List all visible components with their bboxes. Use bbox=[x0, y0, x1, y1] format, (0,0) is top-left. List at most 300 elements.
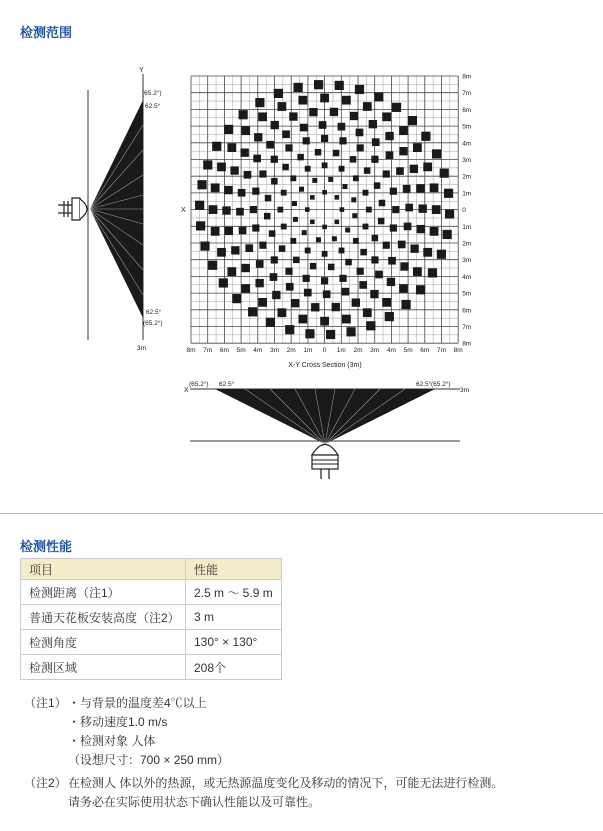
detection-zone bbox=[382, 112, 391, 121]
detection-zone bbox=[311, 303, 319, 311]
detection-zone bbox=[253, 155, 261, 163]
detection-zone bbox=[385, 132, 393, 140]
detection-zone bbox=[403, 185, 411, 193]
detection-zone bbox=[292, 201, 297, 206]
grid-right-label: 6m bbox=[462, 307, 472, 315]
detection-zone bbox=[437, 250, 446, 259]
detection-zone bbox=[323, 290, 331, 298]
detection-zone bbox=[256, 260, 264, 268]
detection-zone bbox=[432, 205, 441, 214]
detection-zone bbox=[423, 163, 432, 172]
detection-zone bbox=[217, 248, 226, 257]
detection-zone bbox=[345, 259, 352, 266]
detection-zone bbox=[236, 208, 244, 216]
detection-zone bbox=[321, 277, 328, 284]
detection-zone bbox=[423, 248, 432, 257]
grid-right-label: 5m bbox=[462, 290, 472, 298]
detection-zone bbox=[408, 116, 417, 125]
detection-zone bbox=[309, 108, 317, 116]
grid-right-label: 7m bbox=[462, 324, 472, 331]
detection-zone bbox=[396, 167, 404, 175]
detection-zone bbox=[332, 303, 340, 311]
spec-header-performance: 性能 bbox=[186, 559, 282, 580]
detection-zone bbox=[230, 166, 238, 174]
grid-bottom-label: 8m bbox=[186, 347, 196, 355]
detection-zone bbox=[281, 224, 287, 230]
detection-zone bbox=[339, 248, 345, 254]
note2-line bbox=[24, 774, 503, 793]
grid-right-label: 4m bbox=[462, 140, 472, 148]
detection-zone bbox=[335, 81, 344, 90]
detection-zone bbox=[316, 237, 321, 242]
detection-zone bbox=[417, 225, 425, 233]
detection-zone bbox=[252, 188, 259, 195]
detection-zone bbox=[255, 279, 263, 287]
detection-zone bbox=[392, 206, 399, 213]
detection-zone bbox=[352, 213, 357, 218]
detection-zone bbox=[326, 330, 335, 339]
spec-row-label: 检测区域 bbox=[21, 655, 186, 680]
detection-zone bbox=[195, 201, 204, 210]
spec-row bbox=[21, 630, 282, 655]
note1-line bbox=[24, 751, 503, 770]
spec-row bbox=[21, 580, 282, 605]
detection-zone bbox=[282, 130, 290, 138]
note1-text: ・移动速度1.0 m/s bbox=[68, 715, 168, 729]
detection-zone bbox=[339, 166, 345, 172]
detection-zone bbox=[209, 205, 218, 214]
detection-zone bbox=[342, 315, 351, 324]
detection-zone bbox=[312, 178, 317, 183]
detection-zone bbox=[264, 213, 271, 220]
detection-zone bbox=[366, 207, 372, 213]
detection-zone bbox=[328, 177, 333, 182]
performance-title: 检测性能 bbox=[20, 539, 73, 554]
detection-zone bbox=[399, 147, 407, 155]
detection-zone bbox=[265, 195, 272, 202]
detection-zone bbox=[310, 220, 315, 225]
detection-zone bbox=[278, 308, 287, 317]
detection-zone bbox=[352, 298, 360, 306]
detection-zone bbox=[232, 294, 241, 303]
grid-bottom-label: 0 bbox=[322, 347, 327, 355]
grid-bottom-label: 1m bbox=[336, 347, 346, 355]
grid-right-label: 6m bbox=[462, 106, 472, 114]
detection-zone bbox=[238, 189, 246, 197]
detection-zone bbox=[333, 150, 340, 157]
detection-zone bbox=[203, 160, 212, 169]
detection-zone bbox=[369, 120, 377, 128]
detection-zone bbox=[353, 238, 359, 244]
detection-zone bbox=[300, 124, 308, 132]
detection-zone bbox=[335, 220, 340, 225]
side-top-angle-outer: (65.2°) bbox=[142, 90, 162, 97]
note1-tag: （注1） bbox=[24, 696, 67, 710]
side-view bbox=[58, 67, 186, 352]
grid-bottom-label: 2m bbox=[286, 347, 296, 355]
grid-right-label: 0 bbox=[462, 207, 466, 215]
grid-right-label: 1m bbox=[462, 190, 472, 198]
detection-zone bbox=[322, 190, 327, 195]
front-right-angle-outer: (65.2°) bbox=[431, 381, 451, 388]
detection-zone bbox=[305, 166, 311, 172]
detection-zone bbox=[421, 132, 430, 141]
detection-zone bbox=[285, 144, 292, 151]
detection-range-title: 检测范围 bbox=[20, 25, 73, 40]
note1-line bbox=[24, 713, 503, 732]
grid-bottom-labels bbox=[186, 347, 462, 354]
detection-zone bbox=[342, 288, 350, 296]
side-top-angle-inner: 62.5° bbox=[145, 103, 161, 110]
side-sensor-icon bbox=[58, 198, 87, 220]
detection-zone bbox=[293, 257, 300, 264]
detection-zone bbox=[227, 267, 236, 276]
detection-zone bbox=[359, 281, 367, 289]
grid-right-label: 8m bbox=[462, 340, 472, 348]
note2-tag: （注2） bbox=[24, 776, 67, 790]
section-divider bbox=[0, 513, 603, 514]
notes bbox=[24, 694, 503, 812]
detection-zone bbox=[410, 165, 418, 173]
detection-zone bbox=[355, 85, 364, 94]
detection-zone bbox=[322, 162, 328, 168]
spec-row-value: 2.5 m ～ 5.9 m bbox=[186, 580, 282, 605]
detection-zone bbox=[245, 244, 253, 252]
detection-zone bbox=[445, 209, 454, 218]
detection-zone bbox=[315, 149, 322, 156]
grid-right-label: 2m bbox=[462, 173, 472, 181]
detection-range-diagram bbox=[0, 55, 603, 485]
detection-zone bbox=[410, 244, 418, 252]
note2-text: 在检测人 体以外的热源，或无热源温度变化及移动的情况下，可能无法进行检测。 bbox=[68, 776, 504, 790]
detection-zone bbox=[241, 126, 250, 135]
side-x-label: X bbox=[181, 207, 186, 214]
detection-zone bbox=[278, 102, 287, 111]
detection-zone bbox=[338, 123, 346, 131]
grid-right-label: 3m bbox=[462, 157, 472, 164]
detection-zone bbox=[372, 235, 379, 242]
detection-zone bbox=[321, 135, 328, 142]
detection-zone bbox=[356, 129, 364, 137]
detection-zone bbox=[351, 197, 356, 202]
detection-zone bbox=[413, 267, 422, 276]
spec-header-row bbox=[21, 559, 282, 580]
detection-zone bbox=[222, 206, 230, 214]
detection-zone bbox=[269, 230, 276, 237]
detection-zone bbox=[330, 108, 338, 116]
detection-zone bbox=[212, 142, 221, 151]
detection-zone bbox=[285, 325, 294, 334]
front-right-angle-inner: 62.5° bbox=[416, 381, 432, 388]
detection-zone bbox=[225, 227, 233, 235]
front-view bbox=[184, 380, 469, 479]
cross-section-grid bbox=[186, 74, 471, 370]
detection-zone bbox=[430, 183, 439, 192]
grid-bottom-label: 1m bbox=[303, 347, 313, 355]
detection-zone bbox=[416, 285, 425, 294]
detection-zone bbox=[371, 256, 378, 263]
grid-bottom-label: 3m bbox=[269, 347, 280, 355]
detection-zone bbox=[310, 263, 317, 270]
detection-zone bbox=[217, 163, 226, 172]
note1-line bbox=[24, 732, 503, 751]
detection-zone bbox=[342, 96, 351, 105]
detection-zone bbox=[239, 110, 248, 119]
spec-row bbox=[21, 605, 282, 630]
detection-zone bbox=[335, 195, 340, 200]
front-x-label: X bbox=[184, 387, 189, 394]
detection-zone bbox=[319, 121, 327, 129]
detection-zone bbox=[303, 275, 310, 282]
detection-zone bbox=[241, 284, 250, 293]
detection-zone bbox=[282, 164, 289, 171]
detection-zone bbox=[254, 133, 262, 141]
detection-zone bbox=[299, 187, 304, 192]
side-bottom-angle-outer: (65.2°) bbox=[143, 320, 163, 327]
detection-zone bbox=[305, 329, 314, 338]
detection-zone bbox=[399, 284, 408, 293]
detection-zone bbox=[390, 224, 397, 231]
note1-text: （设想尺寸：700 × 250 mm） bbox=[68, 753, 230, 767]
detection-zone bbox=[378, 218, 385, 225]
detection-zone bbox=[252, 224, 259, 231]
detection-zone bbox=[363, 102, 372, 111]
grid-bottom-label: 3m bbox=[370, 347, 380, 355]
detection-zone bbox=[357, 144, 364, 151]
detection-zone bbox=[290, 175, 296, 181]
spec-header-item: 项目 bbox=[21, 559, 186, 580]
detection-zone bbox=[320, 317, 329, 326]
detection-zone bbox=[259, 170, 266, 177]
detection-zone bbox=[342, 184, 347, 189]
detection-zone bbox=[286, 283, 294, 291]
detection-zone bbox=[386, 151, 394, 159]
detection-zone bbox=[339, 275, 346, 282]
grid-bottom-label: 4m bbox=[386, 347, 396, 355]
detection-zone bbox=[379, 200, 386, 207]
spec-row bbox=[21, 655, 282, 680]
detection-zone bbox=[416, 184, 424, 192]
detection-zone bbox=[227, 143, 236, 152]
front-left-angle-inner: 62.5° bbox=[219, 381, 235, 388]
side-bottom-angle-inner: 62.5° bbox=[146, 309, 162, 316]
detection-zone bbox=[353, 175, 359, 181]
grid-right-label: 1m bbox=[462, 223, 472, 231]
grid-bottom-label: 8m bbox=[453, 347, 463, 355]
grid-right-labels bbox=[462, 74, 471, 348]
detection-zone bbox=[271, 156, 278, 163]
spec-row-value: 130° × 130° bbox=[186, 630, 282, 655]
detection-zone bbox=[350, 156, 357, 163]
detection-zone bbox=[224, 125, 233, 134]
detection-zone bbox=[242, 264, 250, 272]
detection-zone bbox=[266, 141, 274, 149]
detection-zone bbox=[360, 249, 367, 256]
detection-zone bbox=[305, 248, 311, 254]
detection-zone bbox=[332, 236, 337, 241]
detection-zone bbox=[274, 89, 283, 98]
detection-zone bbox=[339, 137, 346, 144]
front-left-angle-outer: (65.2°) bbox=[189, 381, 209, 388]
detection-zone bbox=[271, 178, 278, 185]
note1-text: ・检测对象 人体 bbox=[68, 734, 156, 748]
grid-bottom-label: 4m bbox=[253, 347, 263, 355]
detection-zone bbox=[387, 278, 395, 286]
detection-zone bbox=[413, 143, 422, 152]
detection-zone bbox=[197, 180, 206, 189]
detection-zone bbox=[345, 227, 350, 232]
detection-zone bbox=[375, 271, 383, 279]
grid-bottom-label: 7m bbox=[436, 347, 447, 355]
detection-zone bbox=[200, 241, 209, 250]
grid-right-label: 7m bbox=[462, 90, 472, 98]
detection-zone bbox=[370, 290, 378, 298]
detection-zone bbox=[443, 230, 452, 239]
detection-zone bbox=[388, 257, 396, 265]
detection-zone bbox=[383, 170, 390, 177]
spec-table bbox=[20, 558, 282, 680]
detection-zone bbox=[279, 245, 286, 252]
detection-zone bbox=[392, 103, 401, 112]
detection-zone bbox=[291, 299, 299, 307]
detection-zone bbox=[419, 204, 427, 212]
detection-zone bbox=[196, 221, 205, 230]
note2-line bbox=[24, 793, 503, 812]
detection-zone bbox=[272, 291, 280, 299]
side-distance-label: 3m bbox=[137, 345, 147, 352]
grid-bottom-label: 5m bbox=[403, 347, 413, 355]
front-sensor-icon bbox=[312, 445, 338, 480]
grid-right-label: 3m bbox=[462, 257, 472, 265]
detection-zone bbox=[350, 112, 358, 120]
detection-zone bbox=[428, 268, 437, 277]
grid-right-label: 4m bbox=[462, 273, 472, 281]
detection-zone bbox=[374, 92, 383, 101]
detection-zone bbox=[440, 169, 449, 178]
front-distance-label: 3m bbox=[460, 387, 470, 394]
detection-zone bbox=[277, 207, 283, 213]
detection-zone bbox=[399, 126, 408, 135]
grid-bottom-label: 6m bbox=[219, 347, 229, 355]
detection-zone bbox=[298, 96, 307, 105]
spec-row-value: 3 m bbox=[186, 605, 282, 630]
detection-zone bbox=[211, 183, 220, 192]
detection-zone bbox=[390, 188, 397, 195]
grid-bottom-label: 7m bbox=[203, 347, 213, 355]
detection-zone bbox=[294, 83, 303, 92]
detection-zone bbox=[231, 246, 239, 254]
detection-zone bbox=[297, 154, 304, 161]
grid-right-label: 5m bbox=[462, 123, 472, 131]
detection-zone bbox=[405, 204, 413, 212]
detection-zone bbox=[444, 189, 453, 198]
detection-zone bbox=[259, 242, 266, 249]
detection-zone bbox=[401, 300, 410, 309]
detection-zone bbox=[211, 227, 220, 236]
grid-bottom-label: 6m bbox=[420, 347, 430, 355]
spec-row-label: 检测角度 bbox=[21, 630, 186, 655]
detection-zone bbox=[281, 190, 287, 196]
detection-zone bbox=[340, 207, 345, 212]
detection-zone bbox=[363, 308, 372, 317]
detection-zone bbox=[404, 223, 412, 231]
detection-zone bbox=[366, 321, 375, 330]
detection-zone bbox=[304, 289, 312, 297]
detection-zone bbox=[346, 327, 355, 336]
note2-text: 请务必在实际使用状态下确认性能以及可靠性。 bbox=[68, 795, 321, 809]
detection-zone bbox=[400, 262, 408, 270]
detection-zone bbox=[314, 80, 323, 89]
grid-right-label: 2m bbox=[462, 240, 472, 248]
detection-zone bbox=[374, 182, 381, 189]
detection-zone bbox=[248, 307, 257, 316]
detection-zone bbox=[271, 121, 279, 129]
grid-lines bbox=[191, 76, 458, 343]
detection-zone bbox=[258, 112, 267, 121]
detection-zone bbox=[372, 138, 380, 146]
side-y-label: Y bbox=[139, 67, 144, 74]
detection-zone bbox=[398, 241, 406, 249]
note1-line bbox=[24, 694, 503, 713]
detection-zone bbox=[224, 186, 232, 194]
detection-zone bbox=[305, 207, 310, 212]
detection-zone bbox=[303, 137, 310, 144]
detection-zone bbox=[302, 230, 307, 235]
spec-row-label: 检测距离（注1） bbox=[21, 580, 186, 605]
grid-bottom-label: 2m bbox=[353, 347, 363, 355]
spec-row-label: 普通天花板安装高度（注2） bbox=[21, 605, 186, 630]
grid-bottom-label: 5m bbox=[236, 347, 246, 355]
detection-zone bbox=[289, 112, 297, 120]
detection-zone bbox=[258, 298, 267, 307]
detection-zone bbox=[371, 156, 378, 163]
detection-zone bbox=[322, 251, 328, 257]
note1-text: ・与背景的温度差4℃以上 bbox=[68, 696, 207, 710]
detection-zone bbox=[328, 264, 335, 271]
detection-zone bbox=[208, 261, 217, 270]
detection-zone bbox=[382, 298, 391, 307]
detection-zone bbox=[320, 94, 329, 103]
detection-zone bbox=[266, 318, 275, 327]
detection-zone bbox=[383, 242, 390, 249]
detection-zone bbox=[293, 217, 298, 222]
detection-zone bbox=[357, 268, 364, 275]
detection-zone bbox=[255, 98, 264, 107]
detection-zone bbox=[364, 167, 371, 174]
detection-zone bbox=[310, 195, 315, 200]
grid-caption: X-Y Cross Section (3m) bbox=[288, 362, 362, 369]
detection-zone bbox=[239, 227, 247, 235]
detection-zone bbox=[244, 171, 252, 179]
detection-zone bbox=[363, 190, 369, 196]
detection-zone bbox=[298, 315, 307, 324]
detection-zone bbox=[385, 312, 394, 321]
detection-zone bbox=[430, 227, 439, 236]
detection-zone bbox=[270, 273, 278, 281]
detection-zone bbox=[271, 256, 278, 263]
detection-zone bbox=[322, 225, 327, 230]
detection-zone bbox=[285, 268, 292, 275]
spec-row-value: 208个 bbox=[186, 655, 282, 680]
detection-zone bbox=[290, 238, 296, 244]
detection-zone bbox=[432, 149, 441, 158]
detection-zone bbox=[219, 278, 228, 287]
detection-zone bbox=[363, 224, 369, 230]
front-detection-fan bbox=[215, 389, 435, 444]
detection-zone bbox=[241, 149, 249, 157]
grid-right-label: 8m bbox=[462, 73, 472, 81]
detection-zone bbox=[250, 206, 257, 213]
